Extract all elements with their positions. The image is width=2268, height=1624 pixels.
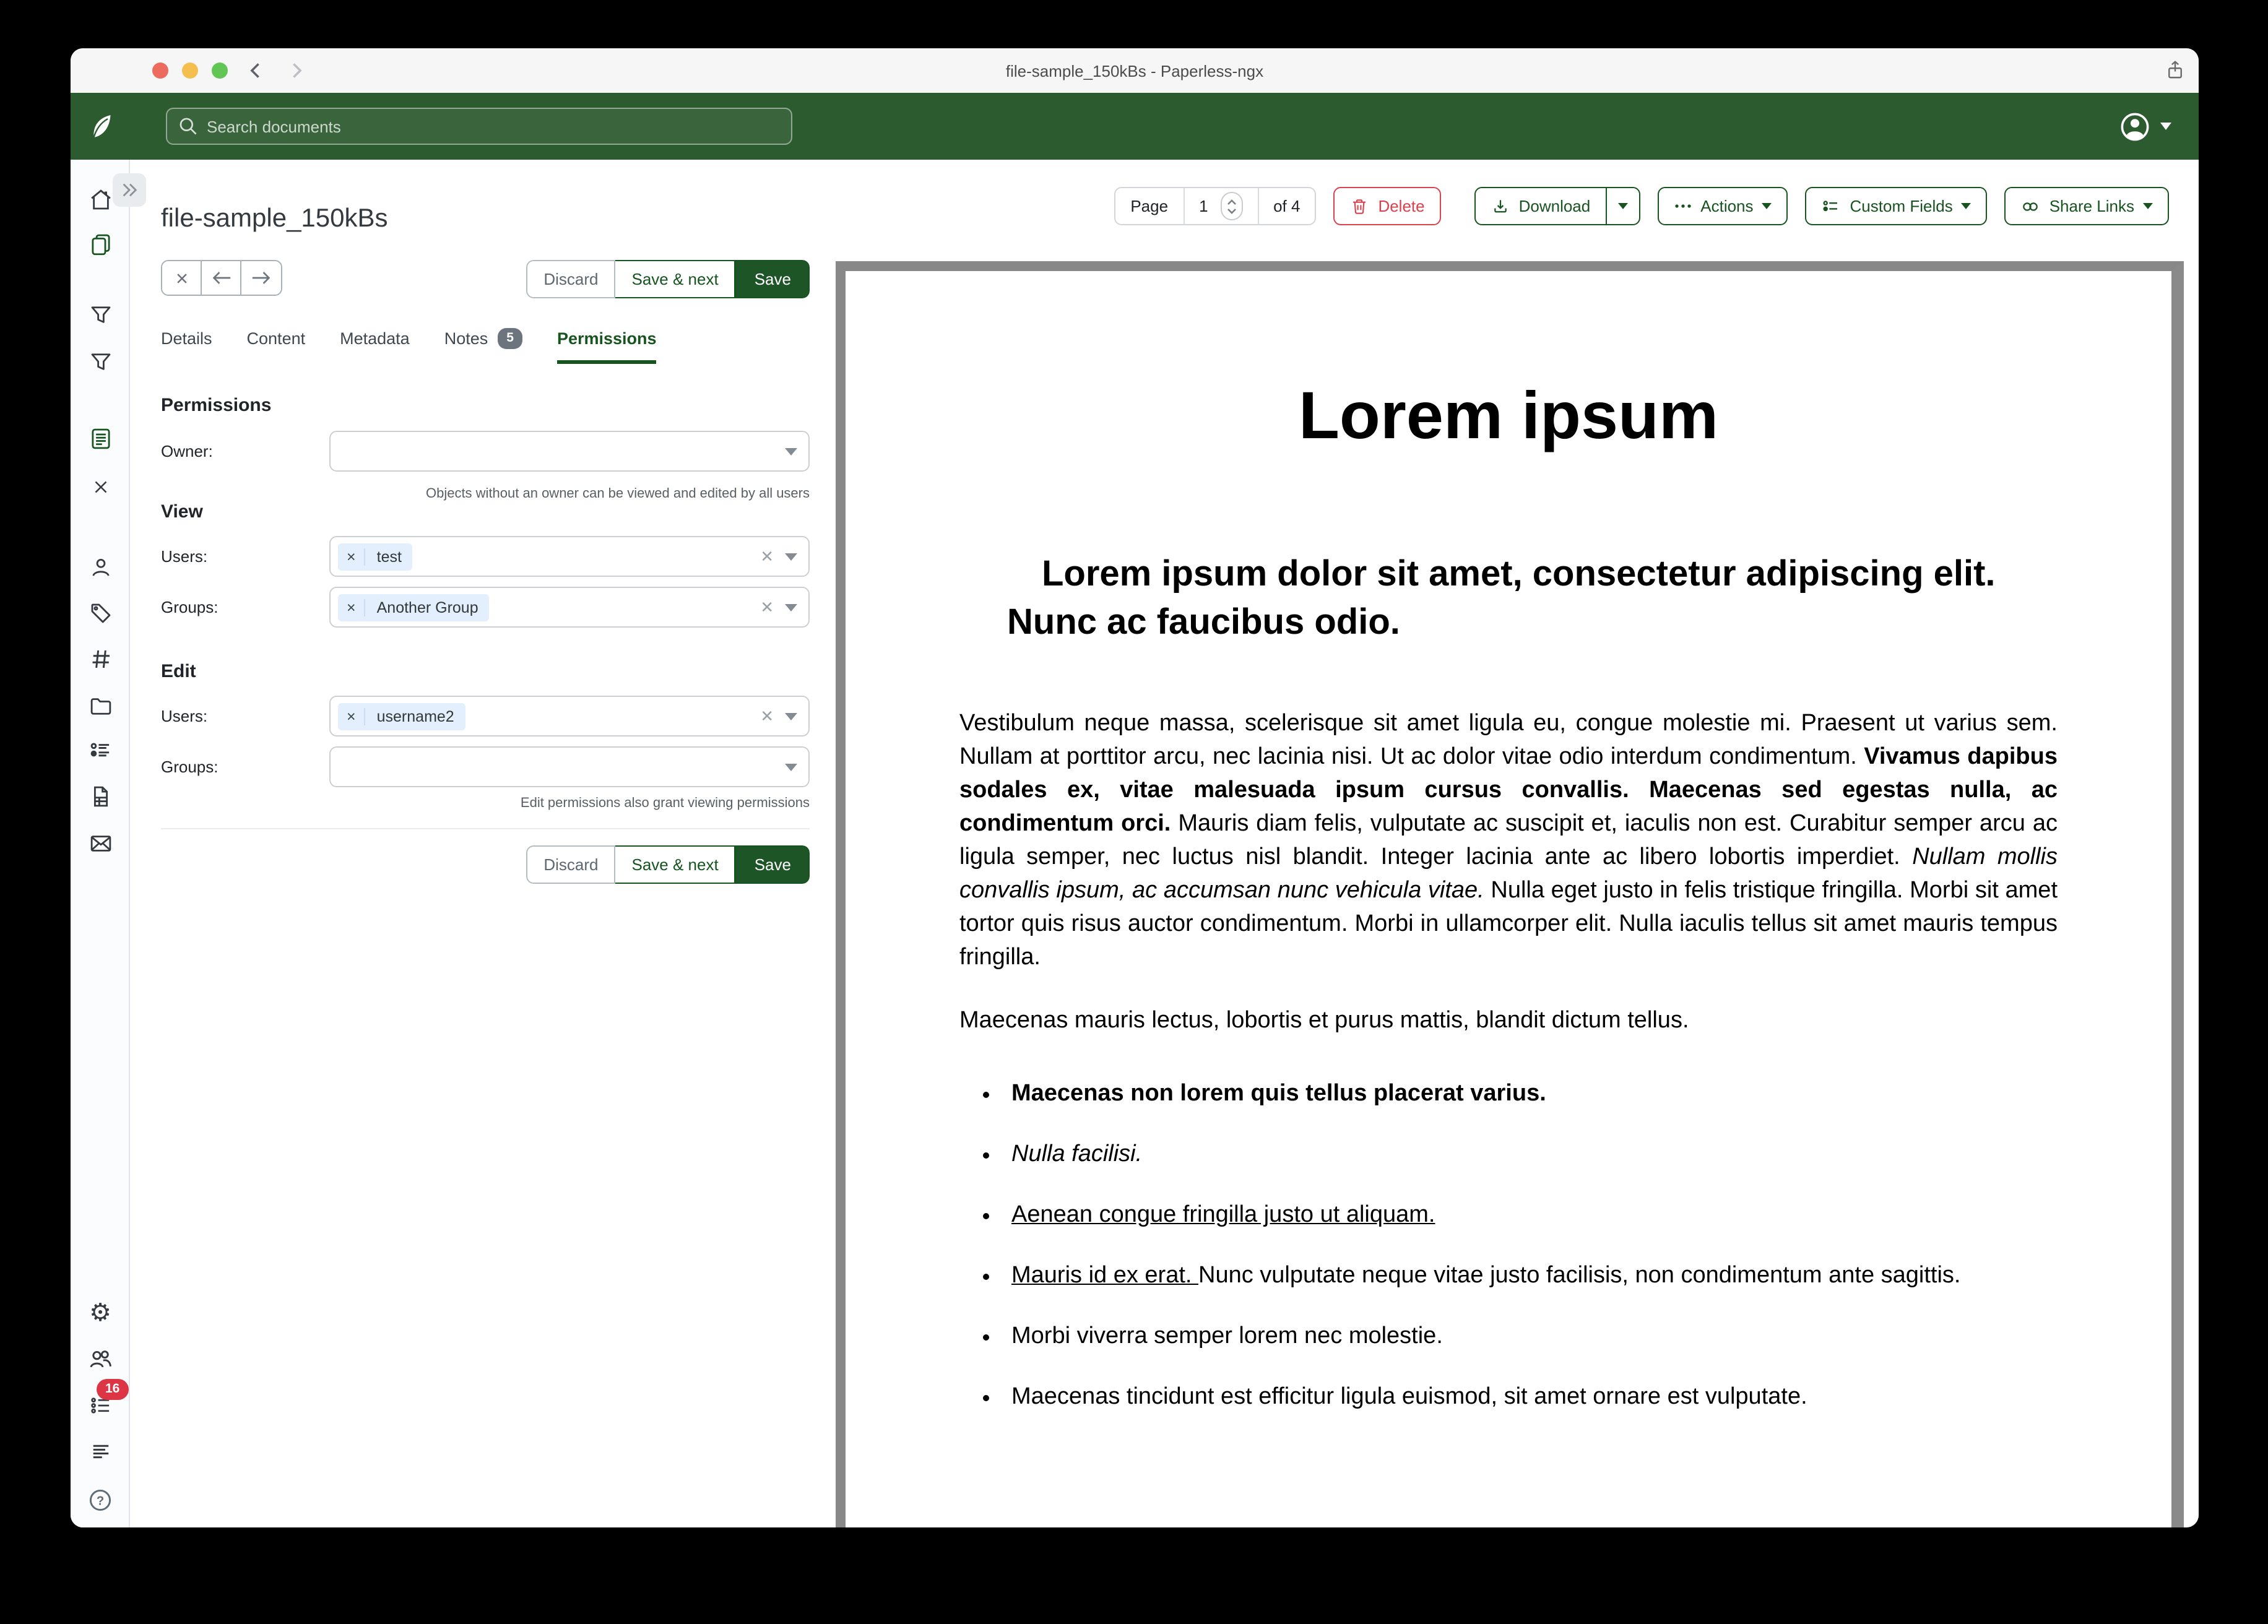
view-groups-label: Groups: bbox=[161, 598, 219, 616]
permissions-heading: Permissions bbox=[161, 395, 272, 416]
user-menu[interactable] bbox=[2118, 110, 2171, 143]
sidebar-item-document-types[interactable] bbox=[85, 781, 115, 811]
filter-icon bbox=[87, 301, 113, 327]
chevron-down-icon bbox=[785, 712, 797, 720]
tab-details[interactable]: Details bbox=[161, 329, 212, 348]
sidebar-item-mail[interactable] bbox=[85, 828, 115, 858]
clear-select-icon[interactable]: ✕ bbox=[760, 706, 774, 725]
avatar bbox=[2118, 110, 2152, 143]
document-nav-group bbox=[161, 260, 282, 296]
sidebar-item-filter-1[interactable] bbox=[85, 300, 115, 329]
list-item: • Mauris id ex erat. Nunc vulputate neque vitae justo facilisis, non condimentum ante sagittis. bbox=[1004, 1259, 2058, 1293]
view-groups-select[interactable] bbox=[329, 587, 810, 628]
sidebar-item-documents[interactable] bbox=[85, 229, 115, 259]
window-title: file-sample_150kBs - Paperless-ngx bbox=[1005, 61, 1264, 80]
tasks-badge: 16 bbox=[97, 1379, 128, 1400]
page-number-input[interactable] bbox=[1199, 197, 1214, 215]
app-header bbox=[71, 93, 2199, 160]
download-options-button[interactable] bbox=[1605, 188, 1638, 224]
discard-button[interactable]: Discard bbox=[526, 260, 615, 298]
owner-label: Owner: bbox=[161, 442, 213, 460]
pdf-preview-frame[interactable] bbox=[836, 261, 2184, 1527]
clear-select-icon[interactable]: ✕ bbox=[760, 597, 774, 616]
people-icon bbox=[87, 1345, 114, 1373]
pdf-subtitle: Lorem ipsum dolor sit amet, consectetur adipiscing elit. Nunc ac faucibus odio. bbox=[1007, 555, 1996, 643]
edit-groups-label: Groups: bbox=[161, 758, 219, 776]
field-list-icon bbox=[87, 737, 113, 763]
sidebar-item-open-document[interactable] bbox=[85, 423, 115, 453]
filter-icon bbox=[87, 348, 113, 374]
pdf-page bbox=[846, 271, 2171, 1527]
remove-chip-icon[interactable]: × bbox=[338, 598, 366, 616]
list-item: • Maecenas tincidunt est efficitur ligula euismod, sit amet ornare est vulputate. bbox=[1004, 1381, 2058, 1414]
paperless-logo-icon bbox=[71, 111, 130, 141]
page-navigator bbox=[1114, 187, 1316, 225]
app-window bbox=[71, 48, 2199, 1527]
save-button[interactable]: Save bbox=[736, 260, 810, 298]
previous-document-button[interactable] bbox=[202, 261, 241, 295]
page-stepper[interactable] bbox=[1220, 192, 1242, 220]
list-item: • Maecenas non lorem quis tellus placerat varius. bbox=[1004, 1078, 2058, 1111]
pdf-title: Lorem ipsum bbox=[1298, 379, 1719, 453]
sidebar bbox=[71, 160, 130, 1527]
sidebar-item-tags[interactable] bbox=[85, 598, 115, 628]
divider bbox=[161, 828, 810, 829]
tab-permissions[interactable]: Permissions bbox=[557, 329, 657, 364]
permissions-panel bbox=[161, 395, 810, 884]
save-actions-top bbox=[526, 260, 810, 298]
edit-groups-select[interactable] bbox=[329, 746, 810, 787]
delete-button[interactable]: Delete bbox=[1333, 187, 1440, 225]
edit-users-select[interactable] bbox=[329, 696, 810, 736]
envelope-icon bbox=[87, 830, 113, 856]
chevron-down-icon bbox=[785, 763, 797, 771]
sidebar-item-settings[interactable] bbox=[85, 1297, 115, 1327]
edit-users-label: Users: bbox=[161, 707, 208, 725]
sidebar-item-custom-fields[interactable] bbox=[85, 735, 115, 765]
documents-icon bbox=[87, 231, 113, 257]
share-icon[interactable] bbox=[2164, 59, 2186, 82]
sidebar-item-help[interactable] bbox=[85, 1485, 115, 1515]
chain-link-icon bbox=[2021, 196, 2041, 216]
chevron-down-icon bbox=[785, 603, 797, 611]
save-actions-bottom bbox=[161, 845, 810, 884]
download-button[interactable]: Download bbox=[1476, 188, 1606, 224]
selected-user-chip: × username2 bbox=[338, 702, 465, 730]
view-heading: View bbox=[161, 501, 203, 522]
sidebar-expand-button[interactable] bbox=[113, 173, 146, 207]
sidebar-item-filter-2[interactable] bbox=[85, 347, 115, 376]
edit-help-text: Edit permissions also grant viewing permissions bbox=[520, 796, 810, 811]
note-icon bbox=[87, 425, 113, 451]
chevron-down-icon bbox=[1762, 203, 1772, 209]
folder-icon bbox=[87, 693, 113, 719]
next-document-button[interactable] bbox=[241, 261, 281, 295]
chevron-down-icon bbox=[2143, 203, 2153, 209]
pdf-bullet-list bbox=[1004, 1078, 2058, 1414]
sidebar-item-correspondents[interactable] bbox=[85, 552, 115, 582]
tag-icon bbox=[87, 600, 113, 626]
three-dots-icon bbox=[1673, 197, 1692, 215]
chevron-down-icon bbox=[785, 553, 797, 560]
chevron-down-icon bbox=[785, 447, 797, 455]
document-toolbar bbox=[1114, 187, 2169, 225]
chevron-down-icon bbox=[1962, 203, 1972, 209]
sidebar-item-users-groups[interactable] bbox=[85, 1344, 115, 1374]
tab-notes[interactable]: Notes 5 bbox=[444, 328, 522, 365]
file-icon bbox=[87, 783, 113, 809]
field-list-icon bbox=[1822, 196, 1842, 216]
help-icon bbox=[87, 1487, 114, 1514]
save-and-next-button[interactable]: Save & next bbox=[616, 260, 736, 298]
sidebar-item-close-document[interactable] bbox=[85, 472, 115, 501]
sidebar-item-dashboard[interactable] bbox=[85, 184, 115, 214]
clear-select-icon[interactable]: ✕ bbox=[760, 546, 774, 565]
tab-metadata[interactable]: Metadata bbox=[340, 329, 410, 348]
text-lines-icon bbox=[87, 1438, 113, 1464]
save-and-next-button[interactable]: Save & next bbox=[616, 845, 736, 884]
owner-select[interactable] bbox=[329, 431, 810, 472]
selected-group-chip: × Another Group bbox=[338, 594, 490, 621]
sidebar-item-logs[interactable] bbox=[85, 1436, 115, 1466]
pdf-paragraph: Vestibulum neque massa, scelerisque sit amet ligula eu, congue molestie mi. Praesent ut varius sem. Nullam at porttitor arcu, nec lacinia nisi. Ut ac dolor vitae odio interdum condimentum. Vivamus dapibus sodales ex, vitae malesuada ipsum cursus convallis. Maecenas sed egestas nulla, ac condimentum orci. Mauris diam felis, vulputate ac suscipit et, iaculis non est. Curabitur semper arcu ac ligula semper, nec luctus nisl blandit. Integer lacinia ante ac libero lobortis imperdiet. Nullam mollis convallis ipsum, ac accumsan nunc vehicula vitae. Nulla eget justo in felis tristique fringilla. Morbi sit amet tortor quis risus auctor condimentum. Morbi in ullamcorper elit. Nulla iaculis tellus sit amet mauris tempus fringilla. bbox=[959, 710, 2058, 971]
gear-icon: ⚙ bbox=[89, 1297, 111, 1327]
page-count-label: of 4 bbox=[1273, 197, 1301, 215]
hash-icon bbox=[87, 646, 113, 672]
page-label: Page bbox=[1130, 197, 1169, 215]
main-content bbox=[130, 160, 2199, 1527]
view-users-label: Users: bbox=[161, 547, 208, 566]
person-icon bbox=[87, 554, 113, 580]
search-input[interactable] bbox=[166, 108, 792, 145]
owner-help-text: Objects without an owner can be viewed and edited by all users bbox=[425, 486, 810, 501]
home-icon bbox=[87, 186, 113, 212]
share-links-button[interactable]: Share Links bbox=[2005, 187, 2169, 225]
list-item: • Nulla facilisi. bbox=[1004, 1138, 2058, 1172]
close-document-button[interactable] bbox=[162, 261, 202, 295]
download-split-button bbox=[1474, 187, 1640, 225]
trash-icon bbox=[1349, 196, 1369, 216]
close-icon bbox=[90, 476, 111, 497]
sidebar-item-folders[interactable] bbox=[85, 691, 115, 720]
notes-count-badge: 5 bbox=[498, 328, 522, 349]
svg-text:?: ? bbox=[96, 1494, 105, 1508]
chevron-down-icon bbox=[2160, 123, 2171, 130]
view-users-select[interactable] bbox=[329, 536, 810, 577]
discard-button[interactable]: Discard bbox=[526, 845, 615, 884]
search-icon bbox=[177, 115, 199, 137]
pdf-paragraph: Maecenas mauris lectus, lobortis et purus mattis, blandit dictum tellus. bbox=[959, 1008, 1689, 1034]
actions-button[interactable]: Actions bbox=[1657, 187, 1788, 225]
selected-user-chip: × test bbox=[338, 543, 413, 570]
tab-content[interactable]: Content bbox=[246, 329, 306, 348]
list-item: • Aenean congue fringilla justo ut aliquam. bbox=[1004, 1199, 2058, 1232]
download-icon bbox=[1491, 196, 1510, 216]
list-item: • Morbi viverra semper lorem nec molestie. bbox=[1004, 1320, 2058, 1354]
sidebar-item-storage-paths[interactable] bbox=[85, 644, 115, 673]
sidebar-item-tasks[interactable] bbox=[85, 1381, 120, 1420]
document-title: file-sample_150kBs bbox=[161, 204, 388, 233]
edit-heading: Edit bbox=[161, 661, 196, 682]
remove-chip-icon[interactable]: × bbox=[338, 548, 366, 565]
custom-fields-button[interactable]: Custom Fields bbox=[1806, 187, 1988, 225]
remove-chip-icon[interactable]: × bbox=[338, 707, 366, 725]
titlebar bbox=[71, 48, 2199, 93]
save-button[interactable]: Save bbox=[736, 845, 810, 884]
document-tabs bbox=[161, 328, 657, 365]
